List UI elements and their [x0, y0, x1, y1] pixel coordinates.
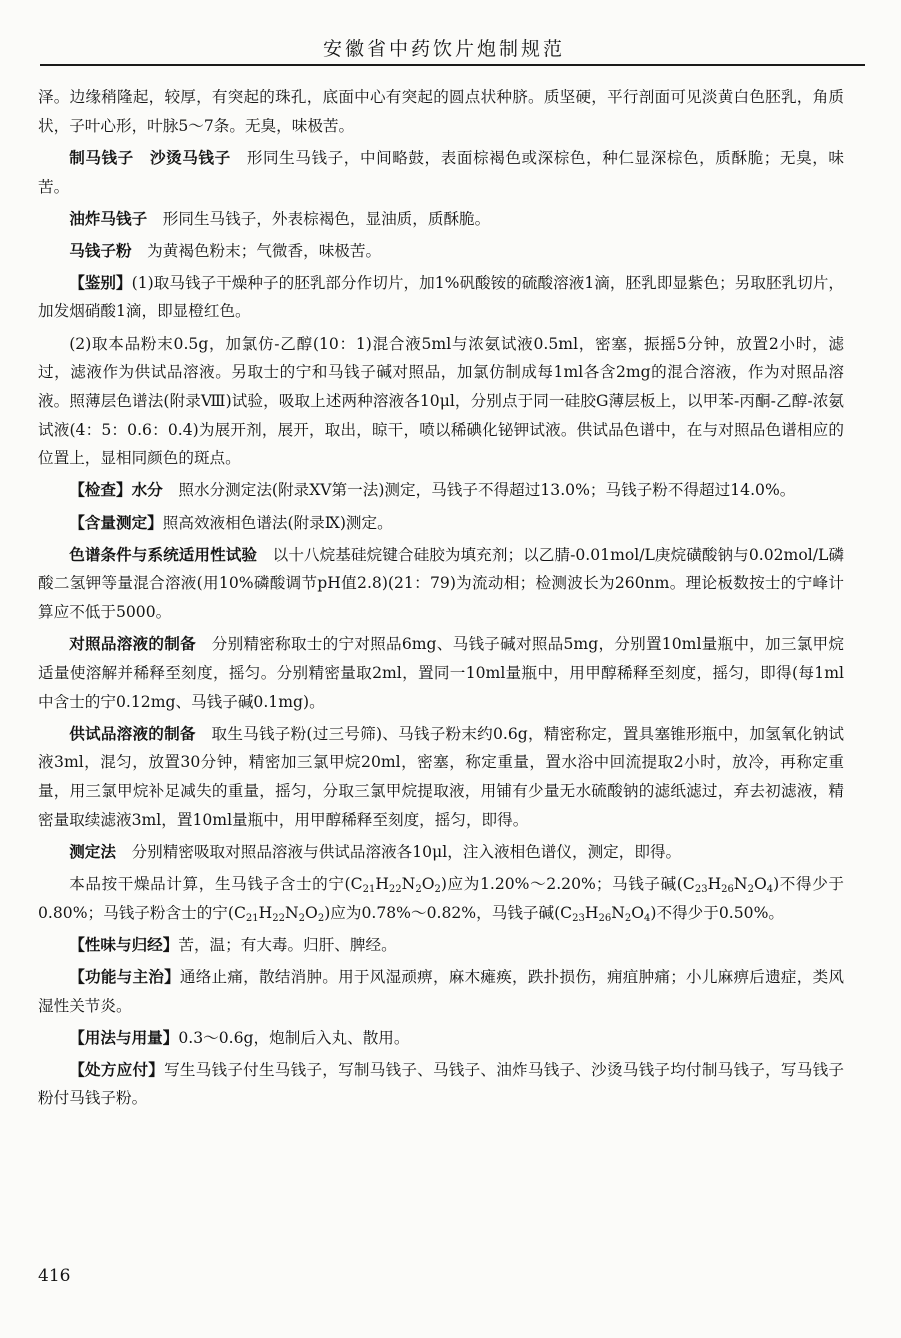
formula-part: H	[258, 903, 273, 922]
paragraph-text: 分别精密吸取对照品溶液与供试品溶液各10μl，注入液相色谱仪，测定，即得。	[115, 842, 682, 861]
formula-part: N	[733, 874, 748, 893]
paragraph-test-solution	[38, 720, 844, 835]
paragraph-text: 取生马钱子粉(过三号筛)、马钱子粉末约0.6g，精密称定，置具塞锥形瓶中，加氢氧化钠试液3ml，混匀，放置30分钟，精密加三氯甲烷20ml，密塞，称定重量，置水浴中回流提取2小时，放冷，再称定重量，用三氯甲烷补足减失的重量，摇匀，分取三氯甲烷提取液，用铺有少量无水硫酸钠的滤纸滤过，弃去初滤液，精密量取续滤液3ml，置10ml量瓶中，用甲醇稀释至刻度，摇匀，即得。	[38, 724, 844, 829]
paragraph-text: 分别精密称取士的宁对照品6mg、马钱子碱对照品5mg，分别置10ml量瓶中，加三氯甲烷适量使溶解并稀释至刻度，摇匀。分别精密量取2ml，置同一10ml量瓶中，用甲醇稀释至刻度，摇匀，即得(每1ml中含士的宁0.12mg、马钱子碱0.1mg)。	[38, 635, 844, 711]
paragraph-label: 制马钱子 沙烫马钱子	[69, 148, 231, 167]
subscript: 26	[721, 883, 734, 895]
running-header	[40, 22, 865, 66]
header-title: 安徽省中药饮片炮制规范	[322, 38, 565, 60]
paragraph-text: 以十八烷基硅烷键合硅胶为填充剂；以乙腈-0.01mol/L庚烷磺酸钠与0.02mol/L磷酸二氢钾等量混合溶液(用10%磷酸调节pH值2.8)(21：79)为流动相；检测波长为260nm。理论板数按士的宁峰计算应不低于5000。	[38, 545, 844, 622]
subscript: 2	[415, 883, 422, 895]
paragraph-text: 通络止痛，散结消肿。用于风湿顽痹，麻木瘫痪，跌扑损伤，痈疽肿痛；小儿麻痹后遗症，类风湿性关节炎。	[38, 967, 844, 1015]
formula-part: N	[284, 903, 299, 922]
formula-part: O	[305, 903, 318, 922]
content-text: )不得少于0.50%。	[650, 903, 784, 922]
body-text	[38, 83, 844, 1117]
paragraph-chromatography	[38, 541, 844, 627]
subscript: 23	[572, 912, 585, 924]
paragraph-label: 对照品溶液的制备	[69, 635, 196, 654]
paragraph-prescription	[38, 1056, 844, 1113]
paragraph-text: 形同生马钱子，中间略鼓，表面棕褐色或深棕色，种仁显深棕色，质酥脆；无臭，味苦。	[38, 148, 844, 196]
paragraph-text: 写生马钱子付生马钱子，写制马钱子、马钱子、油炸马钱子、沙烫马钱子均付制马钱子，写马钱子粉付马钱子粉。	[38, 1060, 844, 1108]
subscript: 22	[388, 883, 402, 895]
paragraph-label: 供试品溶液的制备	[69, 724, 196, 743]
paragraph-text: 泽。边缘稍隆起，较厚，有突起的珠孔，底面中心有突起的圆点状种脐。质坚硬，平行剖面可见淡黄白色胚乳，角质状，子叶心形，叶脉5～7条。无臭，味极苦。	[38, 88, 844, 135]
section-label: 【功能与主治】	[69, 967, 180, 986]
paragraph-maqianzi-fen	[38, 237, 844, 266]
subscript: 2	[298, 912, 306, 924]
formula-part: O	[421, 874, 435, 893]
subscript: 23	[694, 883, 708, 895]
paragraph-identification	[38, 269, 844, 326]
paragraph-zhi-maqianzi	[38, 144, 844, 201]
content-text: )应为1.20%～2.20%；马钱子碱(C	[440, 874, 695, 893]
subscript: 21	[245, 912, 259, 924]
paragraph-text: 苦，温；有大毒。归肝、脾经。	[178, 935, 397, 954]
subscript: 22	[272, 912, 285, 924]
paragraph-text: (2)取本品粉末0.5g，加氯仿-乙醇(10：1)混合液5ml与浓氨试液0.5ml，密塞，振摇5分钟，放置2小时，滤过，滤液作为供试品溶液。另取士的宁和马钱子碱对照品，加氯仿制成每1ml各含2mg的混合溶液，作为对照品溶液。照薄层色谱法(附录Ⅷ)试验，吸取上述两种溶液各10μl，分别点于同一硅胶G薄层板上，以甲苯-丙酮-乙醇-浓氨试液(4：5：0.6：0.4)为展开剂，展开，取出，晾干，喷以稀碘化铋钾试液。供试品色谱中，在与对照品色谱相应的位置上，显相同颜色的斑点。	[38, 334, 844, 468]
formula-part: H	[584, 903, 599, 922]
paragraph-function	[38, 963, 844, 1020]
paragraph-text: 形同生马钱子，外表棕褐色，显油质，质酥脆。	[147, 209, 491, 228]
paragraph-reference-solution	[38, 630, 844, 716]
paragraph-identification-2	[38, 330, 844, 474]
subscript: 2	[747, 883, 754, 895]
section-label: 【检查】水分	[69, 481, 163, 500]
subscript: 4	[766, 883, 774, 895]
paragraph-text: 照水分测定法(附录ⅩⅤ第一法)测定，马钱子不得超过13.0%；马钱子粉不得超过14.0%。	[162, 481, 796, 500]
formula-part: N	[611, 903, 625, 922]
paragraph-determination	[38, 838, 844, 867]
formula-part: N	[401, 874, 416, 893]
section-label: 【处方应付】	[69, 1060, 165, 1079]
formula-part: O	[631, 903, 645, 922]
page-number: 416	[38, 1266, 71, 1286]
paragraph-text: 0.3～0.6g，炮制后入丸、散用。	[178, 1028, 410, 1047]
paragraph-label: 油炸马钱子	[69, 209, 148, 228]
paragraph-content-limits	[38, 870, 844, 927]
section-label: 【性味与归经】	[69, 935, 179, 954]
section-label: 【含量测定】	[69, 513, 163, 532]
formula-part: O	[753, 874, 767, 893]
subscript: 2	[317, 912, 325, 924]
paragraph-label: 测定法	[69, 842, 116, 861]
paragraph-inspection	[38, 476, 844, 505]
section-label: 【鉴别】	[69, 273, 132, 292]
paragraph-dosage	[38, 1024, 844, 1053]
content-text: )应为0.78%～0.82%，马钱子碱(C	[324, 903, 573, 922]
subscript: 4	[644, 912, 651, 924]
paragraph-assay	[38, 509, 844, 538]
subscript: 21	[362, 883, 376, 895]
subscript: 26	[598, 912, 612, 924]
content-text: )不得少于0.80%；马钱子粉含士的宁(C	[38, 874, 844, 922]
formula-part: H	[707, 874, 722, 893]
paragraph-text: 为黄褐色粉末；气微香，味极苦。	[131, 241, 382, 260]
paragraph-youzha-maqianzi	[38, 205, 844, 234]
subscript: 2	[434, 883, 441, 895]
paragraph-label: 马钱子粉	[69, 241, 132, 260]
formula-part: H	[375, 874, 389, 893]
paragraph-nature-meridian	[38, 931, 844, 960]
paragraph-text: 照高效液相色谱法(附录Ⅸ)测定。	[162, 513, 393, 532]
section-label: 【用法与用量】	[69, 1028, 179, 1047]
paragraph-continuation	[38, 83, 844, 140]
paragraph-text: (1)取马钱子干燥种子的胚乳部分作切片，加1%矾酸铵的硫酸溶液1滴，胚乳即显紫色；另取胚乳切片，加发烟硝酸1滴，即显橙红色。	[38, 273, 844, 321]
subscript: 2	[624, 912, 632, 924]
content-text: 本品按干燥品计算，生马钱子含士的宁(C	[69, 874, 363, 893]
paragraph-label: 色谱条件与系统适用性试验	[69, 545, 258, 564]
